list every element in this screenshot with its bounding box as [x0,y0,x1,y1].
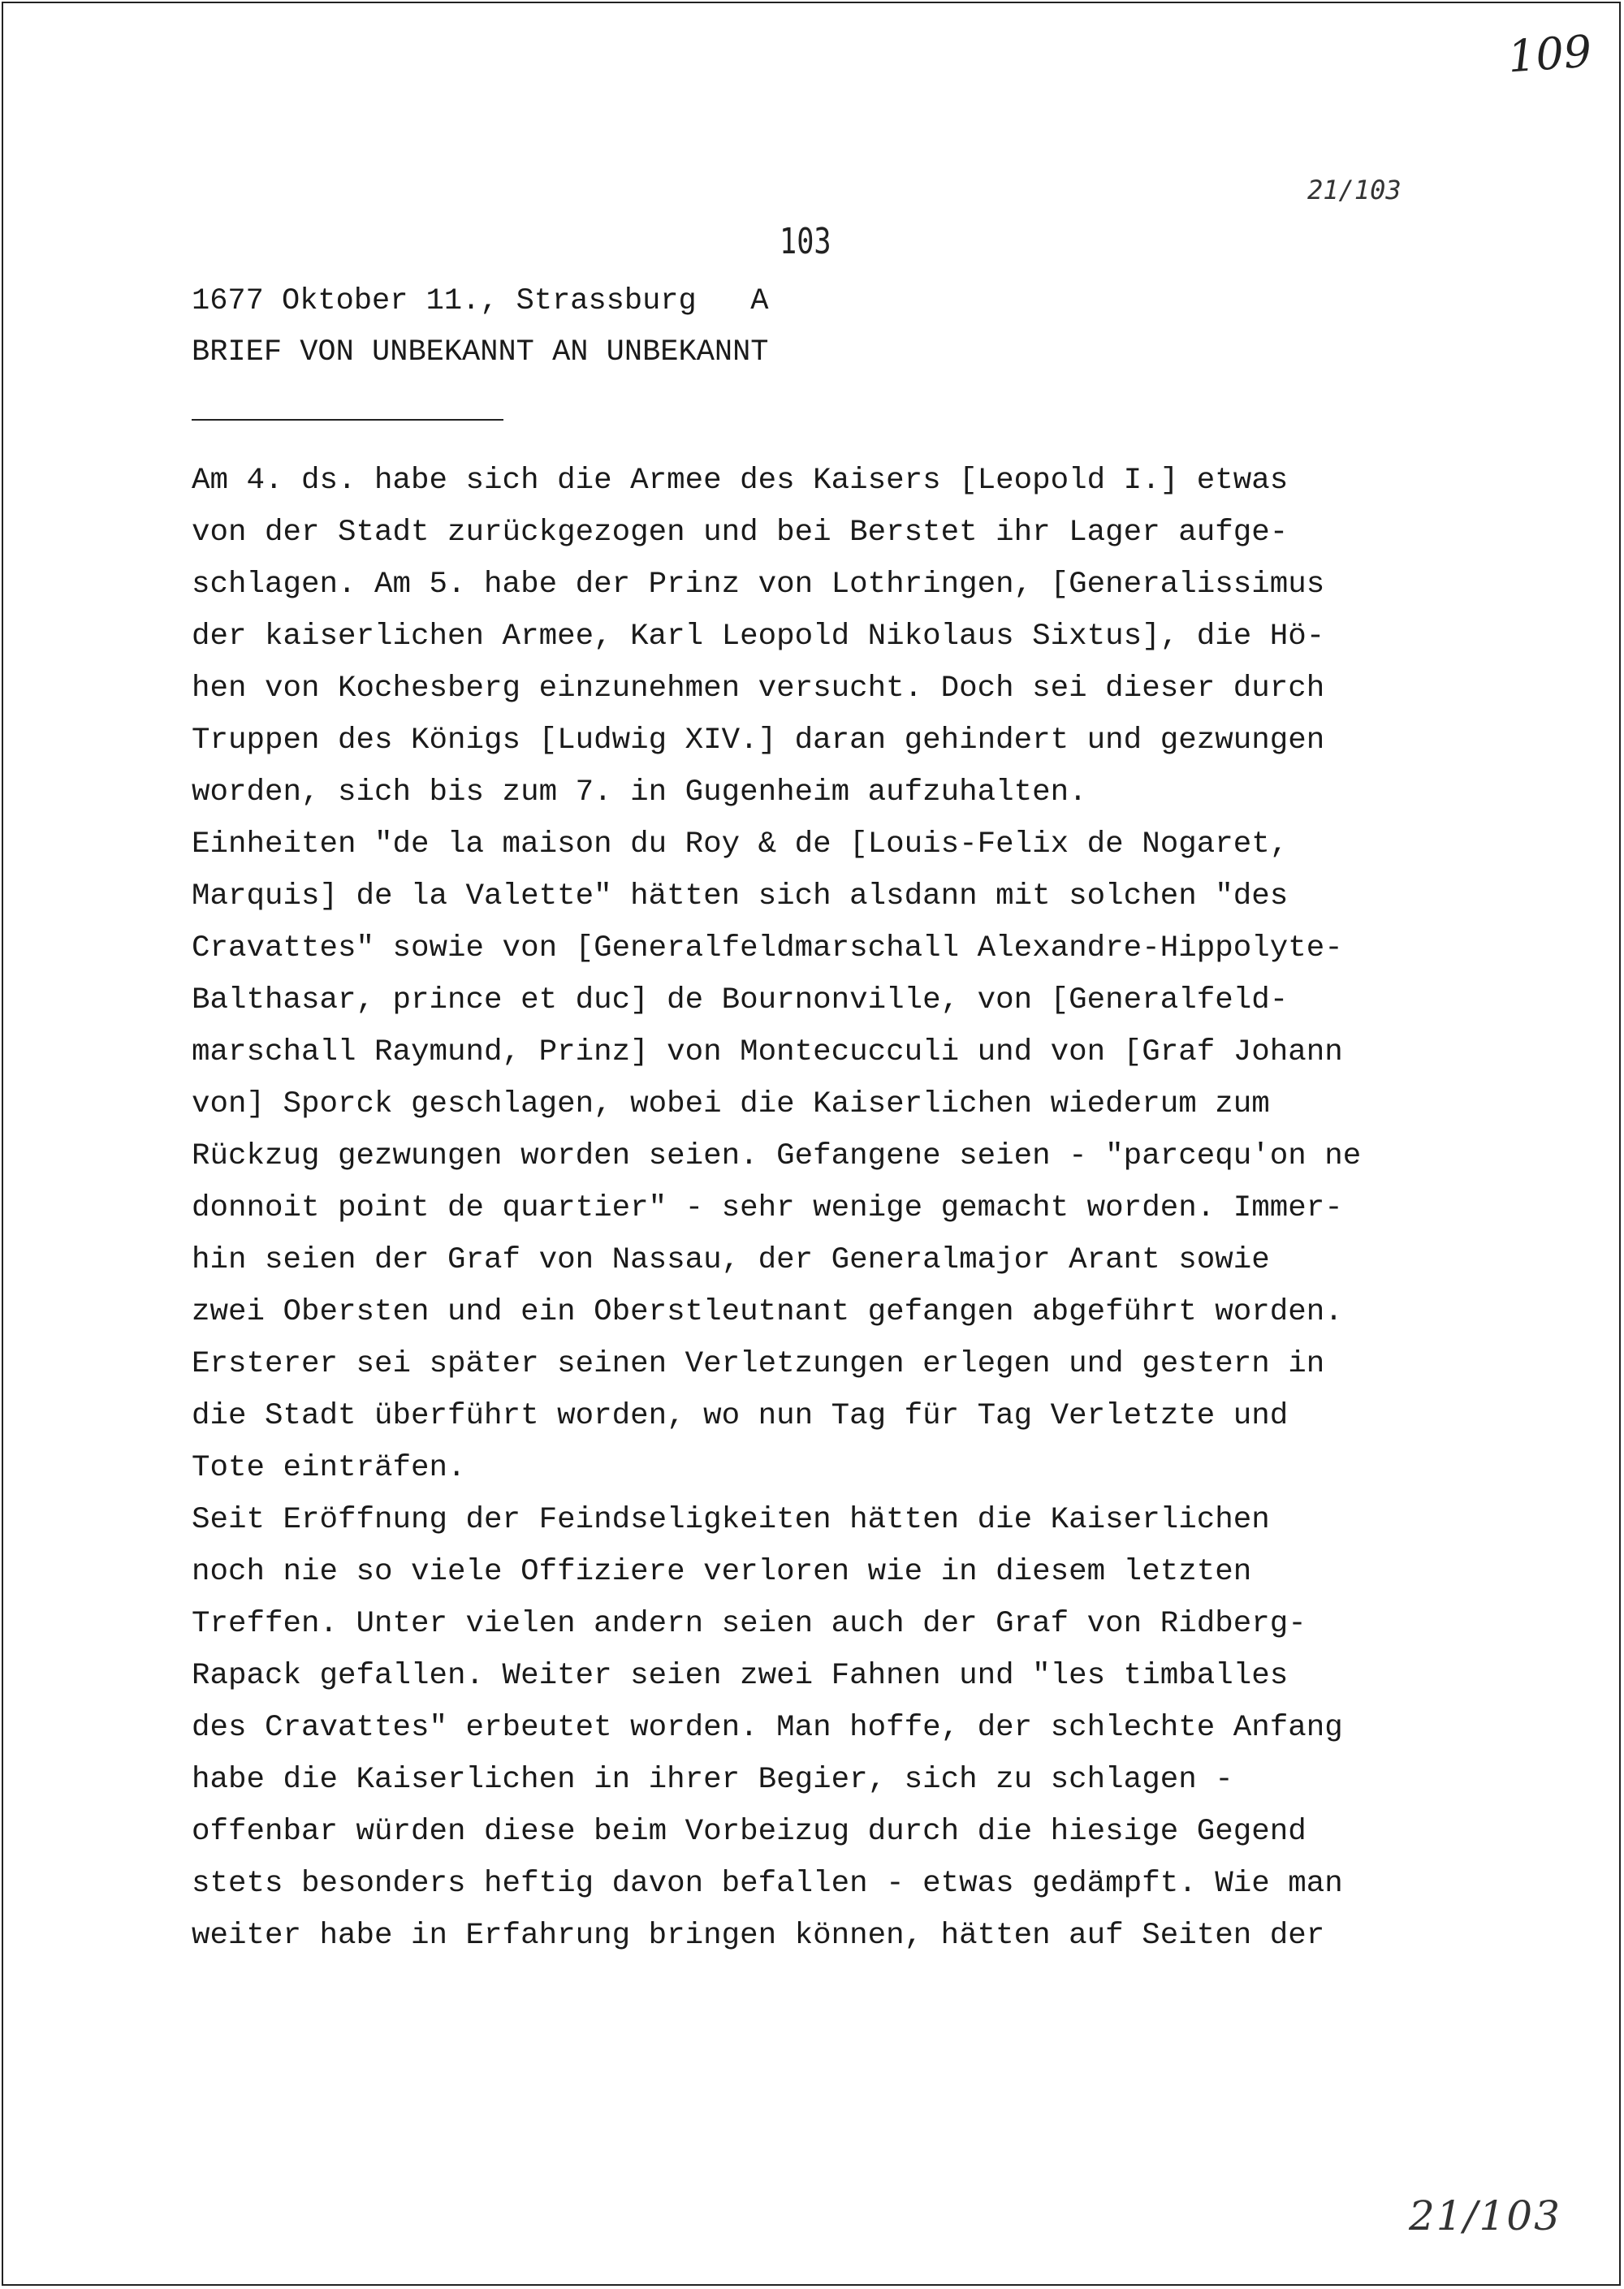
body-line: Treffen. Unter vielen andern seien auch der Graf von Ridberg- [192,1607,1307,1641]
body-line: des Cravattes" erbeutet worden. Man hoffe, der schlechte Anfang [192,1711,1343,1745]
body-line: Ersterer sei später seinen Verletzungen erlegen und gestern in [192,1347,1325,1381]
document-number: 103 [780,221,831,262]
body-line: von der Stadt zurückgezogen und bei Berstet ihr Lager aufge- [192,516,1289,550]
body-line: der kaiserlichen Armee, Karl Leopold Nikolaus Sixtus], die Hö- [192,620,1325,654]
body-line: Rückzug gezwungen worden seien. Gefangene seien - "parcequ'on ne [192,1139,1362,1173]
body-line: worden, sich bis zum 7. in Gugenheim aufzuhalten. [192,775,1087,810]
handwritten-page-number: 109 [1505,25,1594,83]
body-line: schlagen. Am 5. habe der Prinz von Lothringen, [Generalissimus [192,568,1325,602]
body-line: Rapack gefallen. Weiter seien zwei Fahnen und "les timballes [192,1659,1289,1693]
body-line: Balthasar, prince et duc] de Bournonville, von [Generalfeld- [192,983,1289,1017]
body-line: die Stadt überführt worden, wo nun Tag für Tag Verletzte und [192,1399,1289,1433]
bottom-handwritten-reference: 21/103 [1409,2192,1561,2239]
body-line: offenbar würden diese beim Vorbeizug durch die hiesige Gegend [192,1815,1307,1849]
body-line: weiter habe in Erfahrung bringen können, hätten auf Seiten der [192,1919,1325,1953]
document-title: BRIEF VON UNBEKANNT AN UNBEKANNT [192,335,769,369]
body-text [192,455,1442,1962]
body-line: noch nie so viele Offiziere verloren wie in diesem letzten [192,1555,1252,1589]
body-line: von] Sporck geschlagen, wobei die Kaiserlichen wiederum zum [192,1087,1270,1121]
archive-reference: 21/103 [1307,175,1402,205]
date-place-line: 1677 Oktober 11., Strassburg A [192,284,769,318]
body-line: Einheiten "de la maison du Roy & de [Louis-Felix de Nogaret, [192,827,1289,862]
body-line: Tote einträfen. [192,1451,466,1485]
body-line: zwei Obersten und ein Oberstleutnant gefangen abgeführt worden. [192,1295,1343,1329]
body-line: donnoit point de quartier" - sehr wenige gemacht worden. Immer- [192,1191,1343,1225]
body-line: stets besonders heftig davon befallen - etwas gedämpft. Wie man [192,1867,1343,1901]
body-line: Cravattes" sowie von [Generalfeldmarschall Alexandre-Hippolyte- [192,931,1343,965]
body-line: marschall Raymund, Prinz] von Montecucculi und von [Graf Johann [192,1035,1343,1069]
body-line: Am 4. ds. habe sich die Armee des Kaisers [Leopold I.] etwas [192,464,1289,498]
body-line: Marquis] de la Valette" hätten sich alsdann mit solchen "des [192,879,1289,913]
body-line: habe die Kaiserlichen in ihrer Begier, sich zu schlagen - [192,1763,1233,1797]
body-line: Truppen des Königs [Ludwig XIV.] daran gehindert und gezwungen [192,723,1325,758]
body-line: hen von Kochesberg einzunehmen versucht. Doch sei dieser durch [192,672,1325,706]
body-line: Seit Eröffnung der Feindseligkeiten hätten die Kaiserlichen [192,1503,1270,1537]
body-line: hin seien der Graf von Nassau, der Generalmajor Arant sowie [192,1243,1270,1277]
title-rule [192,419,503,421]
